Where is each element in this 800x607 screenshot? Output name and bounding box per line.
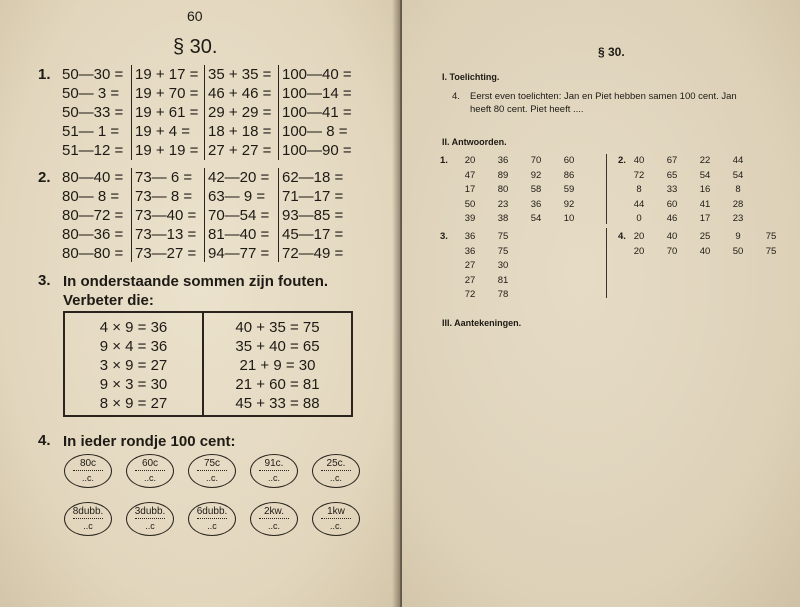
error-sum-left: 9 × 3 = 30 [99,376,168,393]
answer-block-2-value: 22 [699,155,711,166]
coin-circle [312,502,360,536]
coin-label: 8dubb. [72,506,104,517]
error-sum-left: 3 × 9 = 27 [99,357,168,374]
answer-block-4-value: 70 [666,245,678,257]
ex1-sum: 50—33 = [62,104,124,121]
answer-block-1-value: 36 [497,155,509,166]
coin-answer-blank: ..c [83,521,93,531]
ex2-sum: 73—13 = [135,226,197,243]
coin-answer-blank: ..c. [143,473,156,483]
coin-dotted-line [135,518,165,519]
answer-divider [606,228,607,298]
answer-block-3-value: 78 [497,289,509,300]
answer-block-1-value: 92 [530,169,542,181]
answer-block-4-value: 9 [735,231,741,242]
error-sum-right: 35 + 40 = 65 [235,338,320,355]
answer-block-3-value: 30 [497,260,509,271]
answer-block-3-value: 75 [497,231,509,242]
exercise-1-number: 1. [38,66,51,83]
answer-block-1-value: 92 [563,198,575,210]
answer-block-3-value: 81 [497,274,509,286]
answer-block-1-value: 59 [563,184,575,195]
coin-dotted-line [321,518,351,519]
coin-circle [250,502,298,536]
coin-label: 3dubb. [134,506,166,517]
answer-block-1-value: 47 [464,169,476,181]
ex2-sum: 73—27 = [135,245,197,262]
toelichting-line2: heeft 80 cent. Piet heeft .... [470,104,584,115]
antwoorden-heading: II. Antwoorden. [442,137,507,147]
coin-circle [188,502,236,536]
ex2-sum: 80—72 = [62,207,124,224]
answer-block-2-value: 44 [633,198,645,210]
coin-label: 75c [203,458,221,469]
coin-dotted-line [259,470,289,471]
coin-label: 80c [79,458,97,469]
answer-block-2-value: 54 [699,169,711,181]
ex2-sum: 73— 6 = [135,169,193,186]
ex2-sum: 72—49 = [282,245,344,262]
answer-block-3-value: 36 [464,245,476,257]
toelichting-item-number: 4. [452,91,460,102]
answer-block-4-number: 4. [618,231,626,242]
toelichting-line1: Eerst even toelichten: Jan en Piet hebben samen 100 cent. Jan [470,91,737,102]
ex1-sum: 46 + 46 = [208,85,272,102]
answer-block-1-value: 58 [530,184,542,195]
ex1-sum: 50—30 = [62,66,124,83]
answer-block-1-value: 23 [497,198,509,210]
coin-circle [126,502,174,536]
answer-block-1-value: 10 [563,213,575,224]
answer-divider [606,154,607,224]
column-divider [278,168,279,262]
answer-block-2-value: 28 [732,198,744,210]
answer-block-2-value: 67 [666,155,678,166]
ex1-sum: 19 + 17 = [135,66,199,83]
answer-block-1-number: 1. [440,155,448,166]
coin-answer-blank: ..c [207,521,217,531]
answer-block-1-value: 86 [563,169,575,181]
error-sum-right: 40 + 35 = 75 [235,319,320,336]
ex2-sum: 80—40 = [62,169,124,186]
answer-block-3-value: 72 [464,289,476,300]
answer-block-2-value: 46 [666,213,678,224]
coin-dotted-line [197,470,227,471]
ex1-sum: 50— 3 = [62,85,120,102]
coin-label: 25c. [326,458,346,469]
coin-circle [64,454,112,488]
coin-circle [312,454,360,488]
coin-answer-blank: ..c. [81,473,94,483]
coin-answer-blank: ..c [145,521,155,531]
column-divider [204,65,205,160]
coin-dotted-line [73,518,103,519]
aantekeningen-heading: III. Aantekeningen. [442,318,522,328]
ex2-sum: 94—77 = [208,245,270,262]
exercise-4-title: In ieder rondje 100 cent: [63,433,236,450]
answer-block-2-value: 16 [699,184,711,195]
toelichting-heading: I. Toelichting. [442,72,500,82]
section-title: § 30. [598,45,625,59]
answer-block-2-value: 65 [666,169,678,181]
coin-label: 91c. [264,458,284,469]
section-title: § 30. [173,36,218,58]
answer-block-1-value: 36 [530,198,542,210]
ex1-sum: 100—90 = [282,142,352,159]
coin-dotted-line [73,470,103,471]
error-sum-left: 9 × 4 = 36 [99,338,168,355]
answer-block-1-value: 89 [497,169,509,181]
ex2-sum: 45—17 = [282,226,344,243]
ex1-sum: 35 + 35 = [208,66,272,83]
column-divider [131,65,132,160]
answer-block-3-value: 27 [464,274,476,286]
error-sum-left: 4 × 9 = 36 [99,319,168,336]
answer-block-1-value: 39 [464,213,476,224]
ex2-sum: 73— 8 = [135,188,193,205]
answer-block-2-value: 8 [636,184,642,195]
answer-block-1-value: 50 [464,198,476,210]
answer-block-4-value: 20 [633,245,645,257]
exercise-3-title-line2: Verbeter die: [63,292,154,309]
answer-block-2-value: 33 [666,184,678,195]
coin-dotted-line [321,470,351,471]
ex2-sum: 93—85 = [282,207,344,224]
answer-block-4-value: 75 [765,231,777,242]
answer-block-4-value: 25 [699,231,711,242]
ex1-sum: 18 + 18 = [208,123,272,140]
coin-circle [188,454,236,488]
ex2-sum: 71—17 = [282,188,344,205]
ex2-sum: 81—40 = [208,226,270,243]
ex1-sum: 100—14 = [282,85,352,102]
answer-block-1-value: 80 [497,184,509,195]
coin-label: 1kw [327,506,345,517]
exercise-4-number: 4. [38,432,51,449]
answer-block-3-value: 27 [464,260,476,271]
ex2-sum: 80— 8 = [62,188,120,205]
coin-answer-blank: ..c. [267,521,280,531]
error-sum-right: 21 + 9 = 30 [239,357,316,374]
exercise-3-title-line1: In onderstaande sommen zijn fouten. [63,273,329,290]
column-divider [131,168,132,262]
answer-block-2-value: 40 [633,155,645,166]
coin-label: 60c [141,458,159,469]
answer-block-1-value: 54 [530,213,542,224]
error-sums-box [63,311,353,417]
ex1-sum: 19 + 70 = [135,85,199,102]
answer-block-2-value: 54 [732,169,744,181]
coin-label: 2kw. [263,506,284,517]
ex2-sum: 70—54 = [208,207,270,224]
answer-block-4-value: 75 [765,245,777,257]
ex2-sum: 62—18 = [282,169,344,186]
ex1-sum: 19 + 61 = [135,104,199,121]
answer-block-2-value: 8 [735,184,741,195]
answer-block-4-value: 40 [666,231,678,242]
answer-block-4-value: 20 [633,231,645,242]
answer-block-3-number: 3. [440,231,448,242]
ex2-sum: 63— 9 = [208,188,266,205]
answer-block-1-value: 60 [563,155,575,166]
error-sum-left: 8 × 9 = 27 [99,395,168,412]
answer-block-4-value: 50 [732,245,744,257]
ex1-sum: 19 + 4 = [135,123,191,140]
ex1-sum: 51—12 = [62,142,124,159]
column-divider [278,65,279,160]
answer-block-2-value: 60 [666,198,678,210]
exercise-3-number: 3. [38,272,51,289]
ex2-sum: 73—40 = [135,207,197,224]
answer-block-3-value: 75 [497,245,509,257]
ex1-sum: 51— 1 = [62,123,120,140]
answer-block-1-value: 17 [464,184,476,195]
coin-label: 6dubb. [196,506,228,517]
ex1-sum: 27 + 27 = [208,142,272,159]
error-sum-right: 21 + 60 = 81 [235,376,320,393]
ex1-sum: 100—40 = [282,66,352,83]
coin-dotted-line [259,518,289,519]
column-divider [204,168,205,262]
error-sum-right: 45 + 33 = 88 [235,395,320,412]
ex2-sum: 80—36 = [62,226,124,243]
ex1-sum: 29 + 29 = [208,104,272,121]
ex1-sum: 100— 8 = [282,123,348,140]
answer-block-2-value: 44 [732,155,744,166]
answer-block-1-value: 38 [497,213,509,224]
ex1-sum: 19 + 19 = [135,142,199,159]
right-page [402,0,800,607]
answer-block-2-value: 41 [699,198,711,210]
exercise-2-number: 2. [38,169,51,186]
coin-circle [250,454,298,488]
coin-dotted-line [197,518,227,519]
coin-circle [64,502,112,536]
ex2-sum: 42—20 = [208,169,270,186]
coin-answer-blank: ..c. [267,473,280,483]
coin-answer-blank: ..c. [329,521,342,531]
answer-block-2-value: 0 [636,213,642,224]
page-number: 60 [187,8,203,24]
coin-circle [126,454,174,488]
answer-block-2-value: 17 [699,213,711,224]
answer-block-2-number: 2. [618,155,626,166]
ex2-sum: 80—80 = [62,245,124,262]
coin-answer-blank: ..c. [205,473,218,483]
coin-answer-blank: ..c. [329,473,342,483]
answer-block-2-value: 72 [633,169,645,181]
coin-dotted-line [135,470,165,471]
ex1-sum: 100—41 = [282,104,352,121]
answer-block-1-value: 70 [530,155,542,166]
answer-block-1-value: 20 [464,155,476,166]
answer-block-2-value: 23 [732,213,744,224]
answer-block-4-value: 40 [699,245,711,257]
answer-block-3-value: 36 [464,231,476,242]
